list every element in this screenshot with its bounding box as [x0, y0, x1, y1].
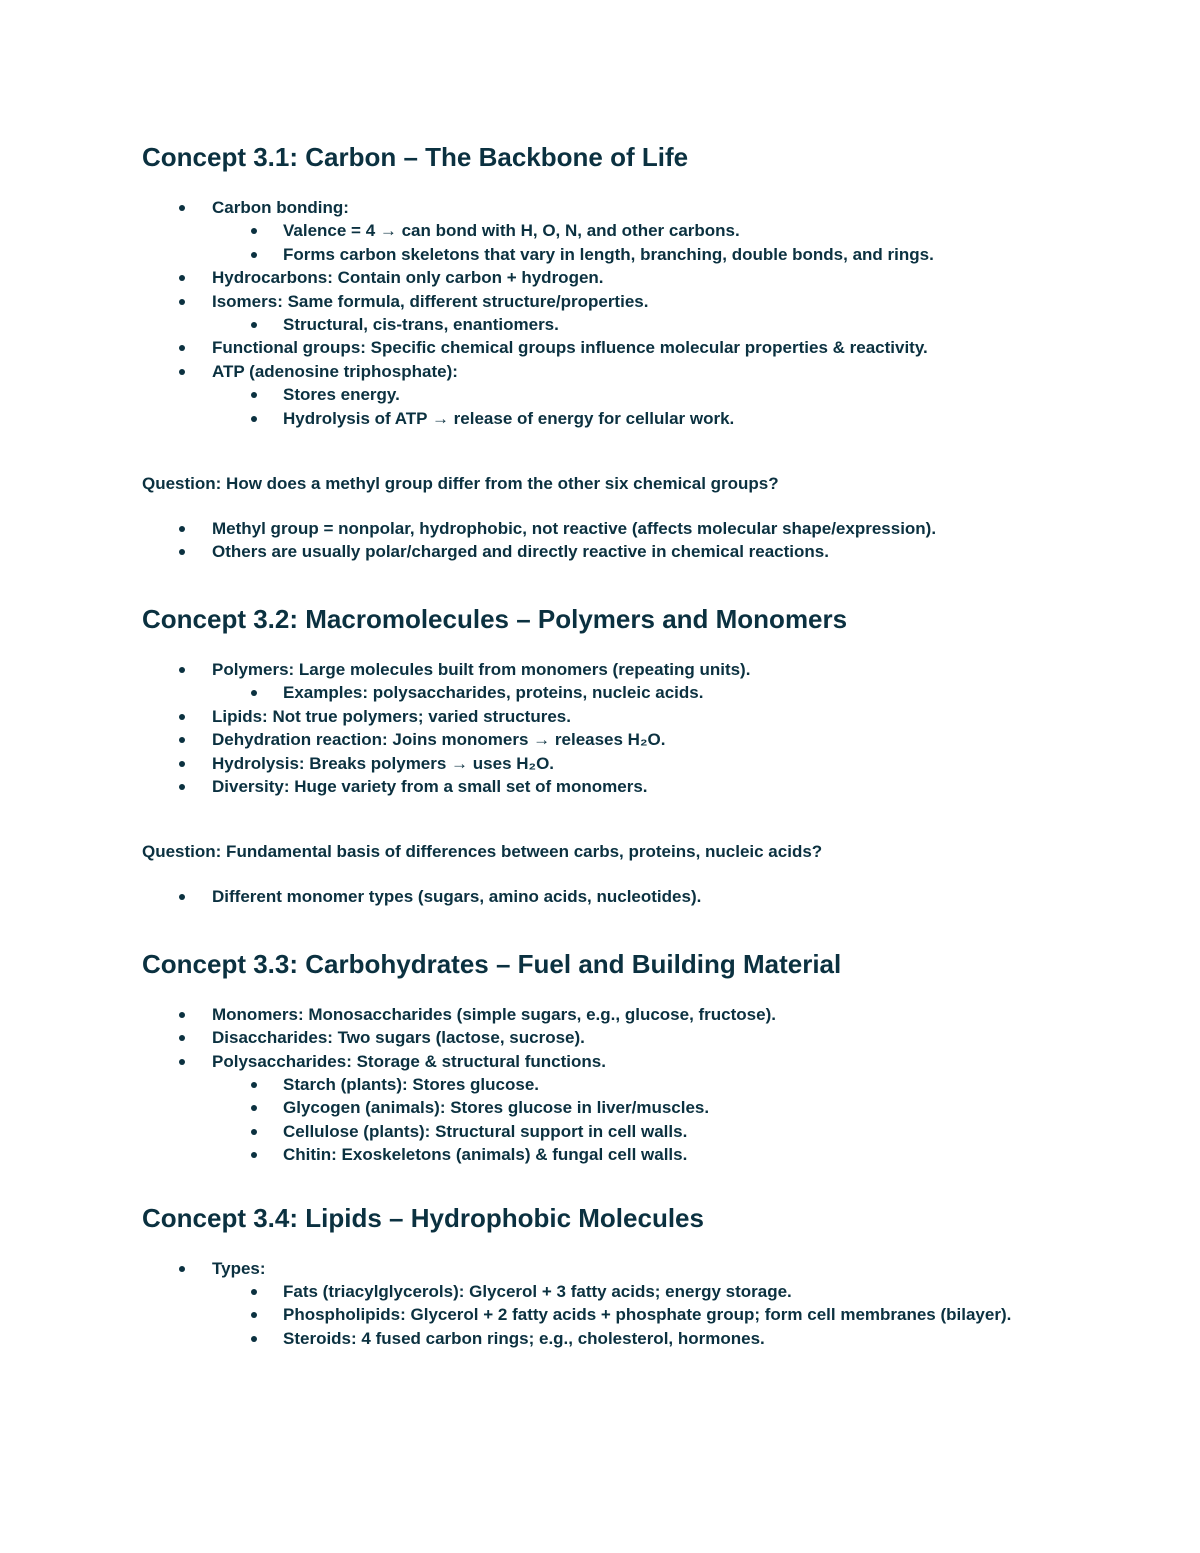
sub-list-item-text: Starch (plants): Stores glucose. — [283, 1074, 539, 1094]
sub-list-item-text: Phospholipids: Glycerol + 2 fatty acids + phosphate group; form cell membranes (bilayer). — [283, 1305, 1012, 1325]
list-item-text: Polysaccharides: Storage & structural functions. — [212, 1051, 606, 1071]
bullet-icon — [179, 526, 185, 532]
list-item-text: Lipids: Not true polymers; varied structures. — [212, 706, 571, 726]
sub-list-item — [142, 1143, 1142, 1166]
list-item — [142, 290, 1142, 313]
bullet-icon — [251, 1289, 257, 1295]
bullet-icon — [179, 1266, 185, 1272]
list-item-text: Hydrocarbons: Contain only carbon + hydrogen. — [212, 268, 604, 288]
list-item-text: Polymers: Large molecules built from monomers (repeating units). — [212, 659, 751, 679]
bullet-icon — [179, 784, 185, 790]
bullet-icon — [179, 299, 185, 305]
section-heading: Concept 3.1: Carbon – The Backbone of Life — [142, 142, 689, 172]
list-item — [142, 196, 1142, 219]
sub-list-item-text: Fats (triacylglycerols): Glycerol + 3 fatty acids; energy storage. — [283, 1281, 792, 1301]
list-item-text: Carbon bonding: — [212, 198, 349, 217]
bullet-list — [142, 1003, 1142, 1167]
bullet-icon — [179, 369, 185, 375]
bullet-icon — [251, 1082, 257, 1088]
list-item-text: Functional groups: Specific chemical groups influence molecular properties & reactivity. — [212, 338, 928, 358]
list-item-text: ATP (adenosine triphosphate): — [212, 361, 458, 381]
list-item — [142, 1050, 1142, 1073]
sub-list-item — [142, 1120, 1142, 1143]
bullet-icon — [179, 549, 185, 555]
bullet-icon — [179, 205, 185, 211]
section-heading: Concept 3.4: Lipids – Hydrophobic Molecules — [142, 1202, 704, 1233]
answer-item-text: Others are usually polar/charged and directly reactive in chemical reactions. — [212, 542, 829, 562]
bullet-icon — [251, 1152, 257, 1158]
list-item-text: Monomers: Monosaccharides (simple sugars, e.g., glucose, fructose). — [212, 1004, 776, 1024]
sub-list-item — [142, 243, 1142, 266]
bullet-icon — [251, 1129, 257, 1135]
sub-list-item — [142, 1303, 1142, 1326]
list-item-text: Isomers: Same formula, different structure/properties. — [212, 291, 649, 311]
sub-list-item — [142, 219, 1142, 242]
bullet-icon — [179, 345, 185, 351]
sub-list-item — [142, 313, 1142, 336]
sub-list-item-text: Examples: polysaccharides, proteins, nucleic acids. — [283, 683, 704, 703]
sub-list-item-text: Chitin: Exoskeletons (animals) & fungal cell walls. — [283, 1145, 688, 1165]
answer-list — [142, 885, 1142, 908]
document-content — [142, 140, 1142, 1384]
bullet-icon — [251, 416, 257, 422]
bullet-icon — [179, 761, 185, 767]
answer-list — [142, 517, 1142, 564]
bullet-list — [142, 1257, 1142, 1351]
list-item-text: Hydrolysis: Breaks polymers → uses H₂O. — [212, 753, 555, 773]
bullet-icon — [179, 1035, 185, 1041]
concept-section — [142, 140, 1142, 602]
list-item — [142, 266, 1142, 289]
sub-list-item-text: Forms carbon skeletons that vary in length, branching, double bonds, and rings. — [283, 244, 934, 264]
list-item-text: Diversity: Huge variety from a small set of monomers. — [212, 776, 648, 796]
bullet-icon — [251, 322, 257, 328]
section-heading: Concept 3.2: Macromolecules – Polymers and Monomers — [142, 603, 848, 634]
list-item — [142, 1003, 1142, 1026]
bullet-icon — [251, 1312, 257, 1318]
sub-list-item — [142, 383, 1142, 406]
bullet-icon — [251, 252, 257, 258]
bullet-list — [142, 658, 1142, 798]
list-item — [142, 775, 1142, 798]
question-text: Question: Fundamental basis of differences between carbs, proteins, nucleic acids? — [142, 842, 823, 862]
bullet-icon — [251, 1105, 257, 1111]
concept-section — [142, 947, 1142, 1201]
bullet-icon — [179, 667, 185, 673]
sub-list-item-text: Glycogen (animals): Stores glucose in liver/muscles. — [283, 1098, 710, 1118]
answer-item — [142, 885, 1142, 908]
sub-list-item — [142, 1073, 1142, 1096]
sub-list-item-text: Cellulose (plants): Structural support in cell walls. — [283, 1121, 688, 1141]
sub-list-item-text: Structural, cis-trans, enantiomers. — [283, 315, 559, 335]
list-item — [142, 1026, 1142, 1049]
bullet-icon — [179, 1059, 185, 1065]
answer-item — [142, 517, 1142, 540]
list-item — [142, 705, 1142, 728]
section-heading: Concept 3.3: Carbohydrates – Fuel and Building Material — [142, 948, 842, 979]
concept-section — [142, 1201, 1142, 1385]
list-item-text: Types: — [212, 1258, 266, 1278]
sub-list-item-text: Stores energy. — [283, 385, 400, 405]
bullet-icon — [179, 1012, 185, 1018]
bullet-icon — [251, 1336, 257, 1342]
list-item-text: Disaccharides: Two sugars (lactose, sucrose). — [212, 1028, 585, 1048]
sub-list-item — [142, 681, 1142, 704]
list-item — [142, 658, 1142, 681]
bullet-icon — [179, 275, 185, 281]
bullet-icon — [251, 228, 257, 234]
sub-list-item — [142, 1280, 1142, 1303]
bullet-icon — [179, 894, 185, 900]
sub-list-item-text: Valence = 4 → can bond with H, O, N, and other carbons. — [283, 221, 740, 241]
sub-list-item — [142, 1096, 1142, 1119]
bullet-icon — [251, 392, 257, 398]
answer-item-text: Methyl group = nonpolar, hydrophobic, not reactive (affects molecular shape/expression). — [212, 519, 937, 539]
answer-item — [142, 540, 1142, 563]
list-item — [142, 336, 1142, 359]
question-text: Question: How does a methyl group differ from the other six chemical groups? — [142, 474, 779, 494]
list-item-text: Dehydration reaction: Joins monomers → releases H₂O. — [212, 730, 666, 750]
concept-section — [142, 602, 1142, 947]
answer-item-text: Different monomer types (sugars, amino acids, nucleotides). — [212, 887, 702, 907]
sub-list-item-text: Steroids: 4 fused carbon rings; e.g., cholesterol, hormones. — [283, 1328, 765, 1348]
bullet-list — [142, 196, 1142, 430]
sub-list-item — [142, 407, 1142, 430]
bullet-icon — [179, 737, 185, 743]
bullet-icon — [251, 690, 257, 696]
list-item — [142, 752, 1142, 775]
sub-list-item-text: Hydrolysis of ATP → release of energy for cellular work. — [283, 408, 735, 428]
list-item — [142, 728, 1142, 751]
list-item — [142, 360, 1142, 383]
sub-list-item — [142, 1327, 1142, 1350]
bullet-icon — [179, 714, 185, 720]
list-item — [142, 1257, 1142, 1280]
